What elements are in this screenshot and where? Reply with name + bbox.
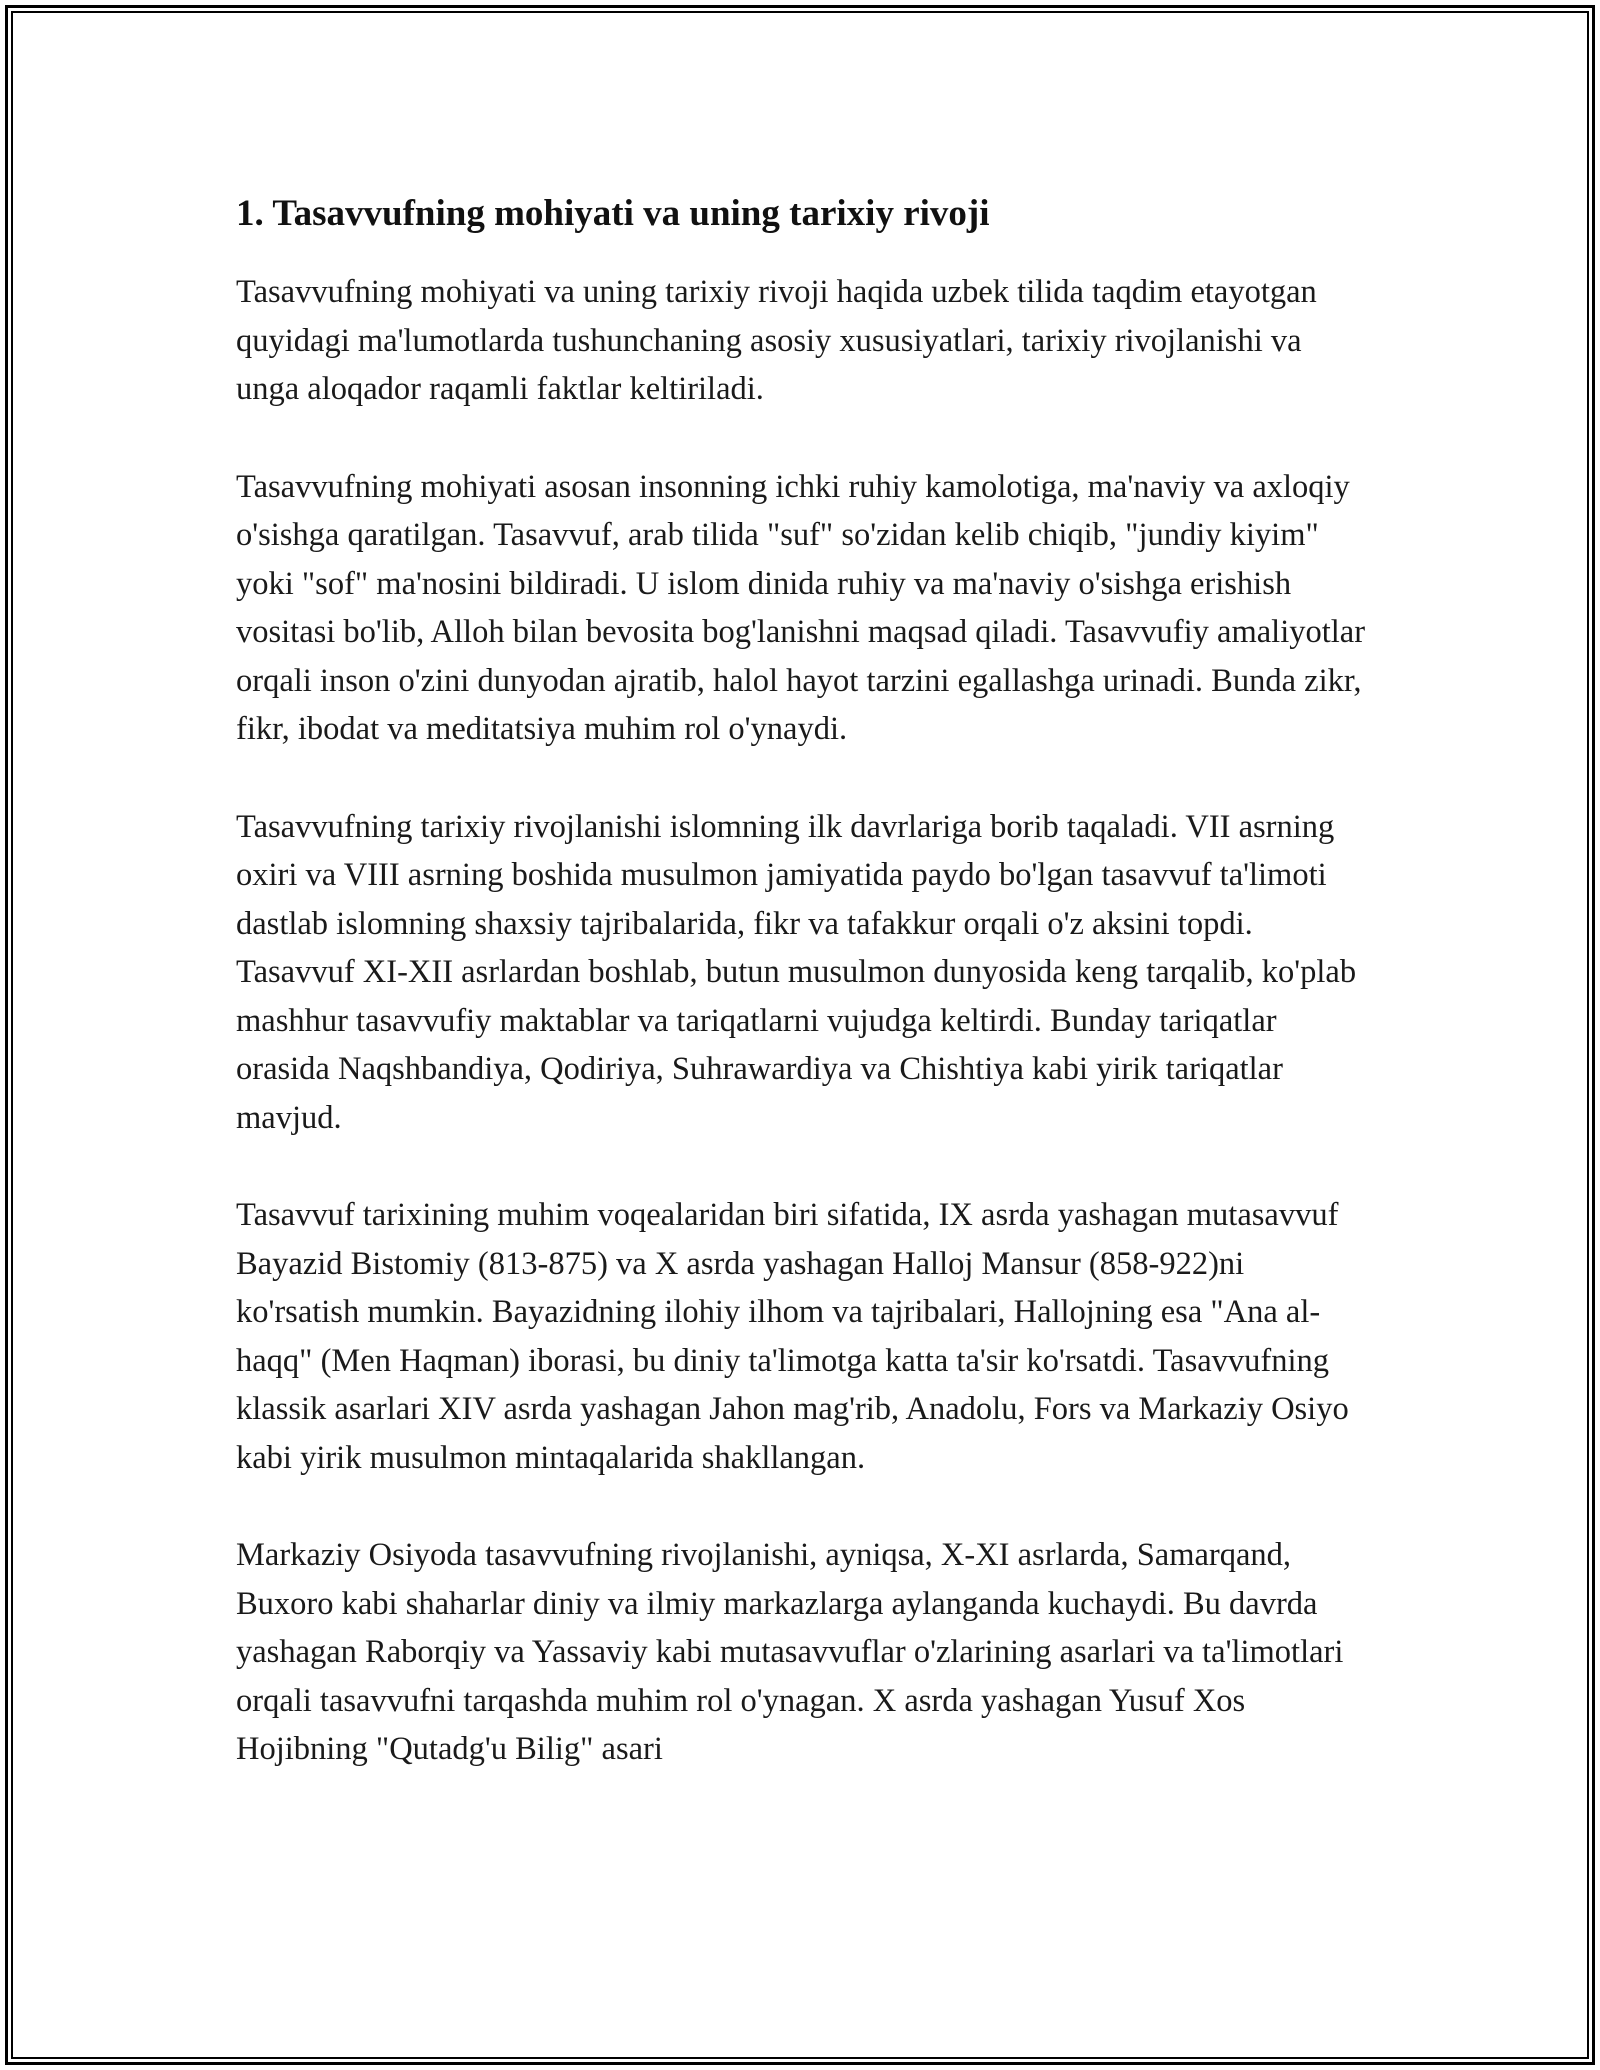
paragraph-history: Tasavvufning tarixiy rivojlanishi islomning ilk davrlariga borib taqaladi. VII asrning oxiri va VIII asrning boshida musulmon jamiyatida paydo bo'lgan tasavvuf ta'limoti dastlab islomning shaxsiy tajribalarida, fikr va tafakkur orqali o'z aksini topdi. Tasavvuf XI-XII asrlardan boshlab, butun musulmon dunyosida keng tarqalib, ko'plab mashhur tasavvufiy maktablar va tariqatlarni vujudga keltirdi. Bunday tariqatlar orasida Naqshbandiya, Qodiriya, Suhrawardiya va Chishtiya kabi yirik tariqatlar mavjud. [236,808,1357,1136]
paragraph-intro: Tasavvufning mohiyati va uning tarixiy rivoji haqida uzbek tilida taqdim etayotgan quyidagi ma'lumotlarda tushunchaning asosiy xususiyatlari, tarixiy rivojlanishi va unga aloqador raqamli faktlar keltiriladi. [236,274,1317,407]
paragraph-essence: Tasavvufning mohiyati asosan insonning ichki ruhiy kamolotiga, ma'naviy va axloqiy o'sishga qaratilgan. Tasavvuf, arab tilida "suf" so'zidan kelib chiqib, "jundiy kiyim" yoki "sof" ma'nosini bildiradi. U islom dinida ruhiy va ma'naviy o'sishga erishish vositasi bo'lib, Alloh bilan bevosita bog'lanishni maqsad qiladi. Tasavvufiy amaliyotlar orqali inson o'zini dunyodan ajratib, halol hayot tarzini egallashga urinadi. Bunda zikr, fikr, ibodat va meditatsiya muhim rol o'ynaydi. [236,468,1366,747]
document-body [236,186,1366,1823]
section-heading: 1. Tasavvufning mohiyati va uning tarixiy rivoji [236,193,990,234]
paragraph-key-events: Tasavvuf tarixining muhim voqealaridan biri sifatida, IX asrda yashagan mutasavvuf Bayazid Bistomiy (813-875) va X asrda yashagan Halloj Mansur (858-922)ni ko'rsatish mumkin. Bayazidning ilohiy ilhom va tajribalari, Hallojning esa "Ana al-haqq" (Men Haqman) iborasi, bu diniy ta'limotga katta ta'sir ko'rsatdi. Tasavvufning klassik asarlari XIV asrda yashagan Jahon mag'rib, Anadolu, Fors va Markaziy Osiyo kabi yirik musulmon mintaqalarida shakllangan. [236,1197,1349,1476]
paragraph-central-asia: Markaziy Osiyoda tasavvufning rivojlanishi, ayniqsa, X-XI asrlarda, Samarqand, Buxoro kabi shaharlar diniy va ilmiy markazlarga aylanganda kuchaydi. Bu davrda yashagan Raborqiy va Yassaviy kabi mutasavvuflar o'zlarining asarlari va ta'limotlari orqali tasavvufni tarqashda muhim rol o'ynagan. X asrda yashagan Yusuf Xos Hojibning "Qutadg'u Bilig" asari [236,1537,1344,1767]
